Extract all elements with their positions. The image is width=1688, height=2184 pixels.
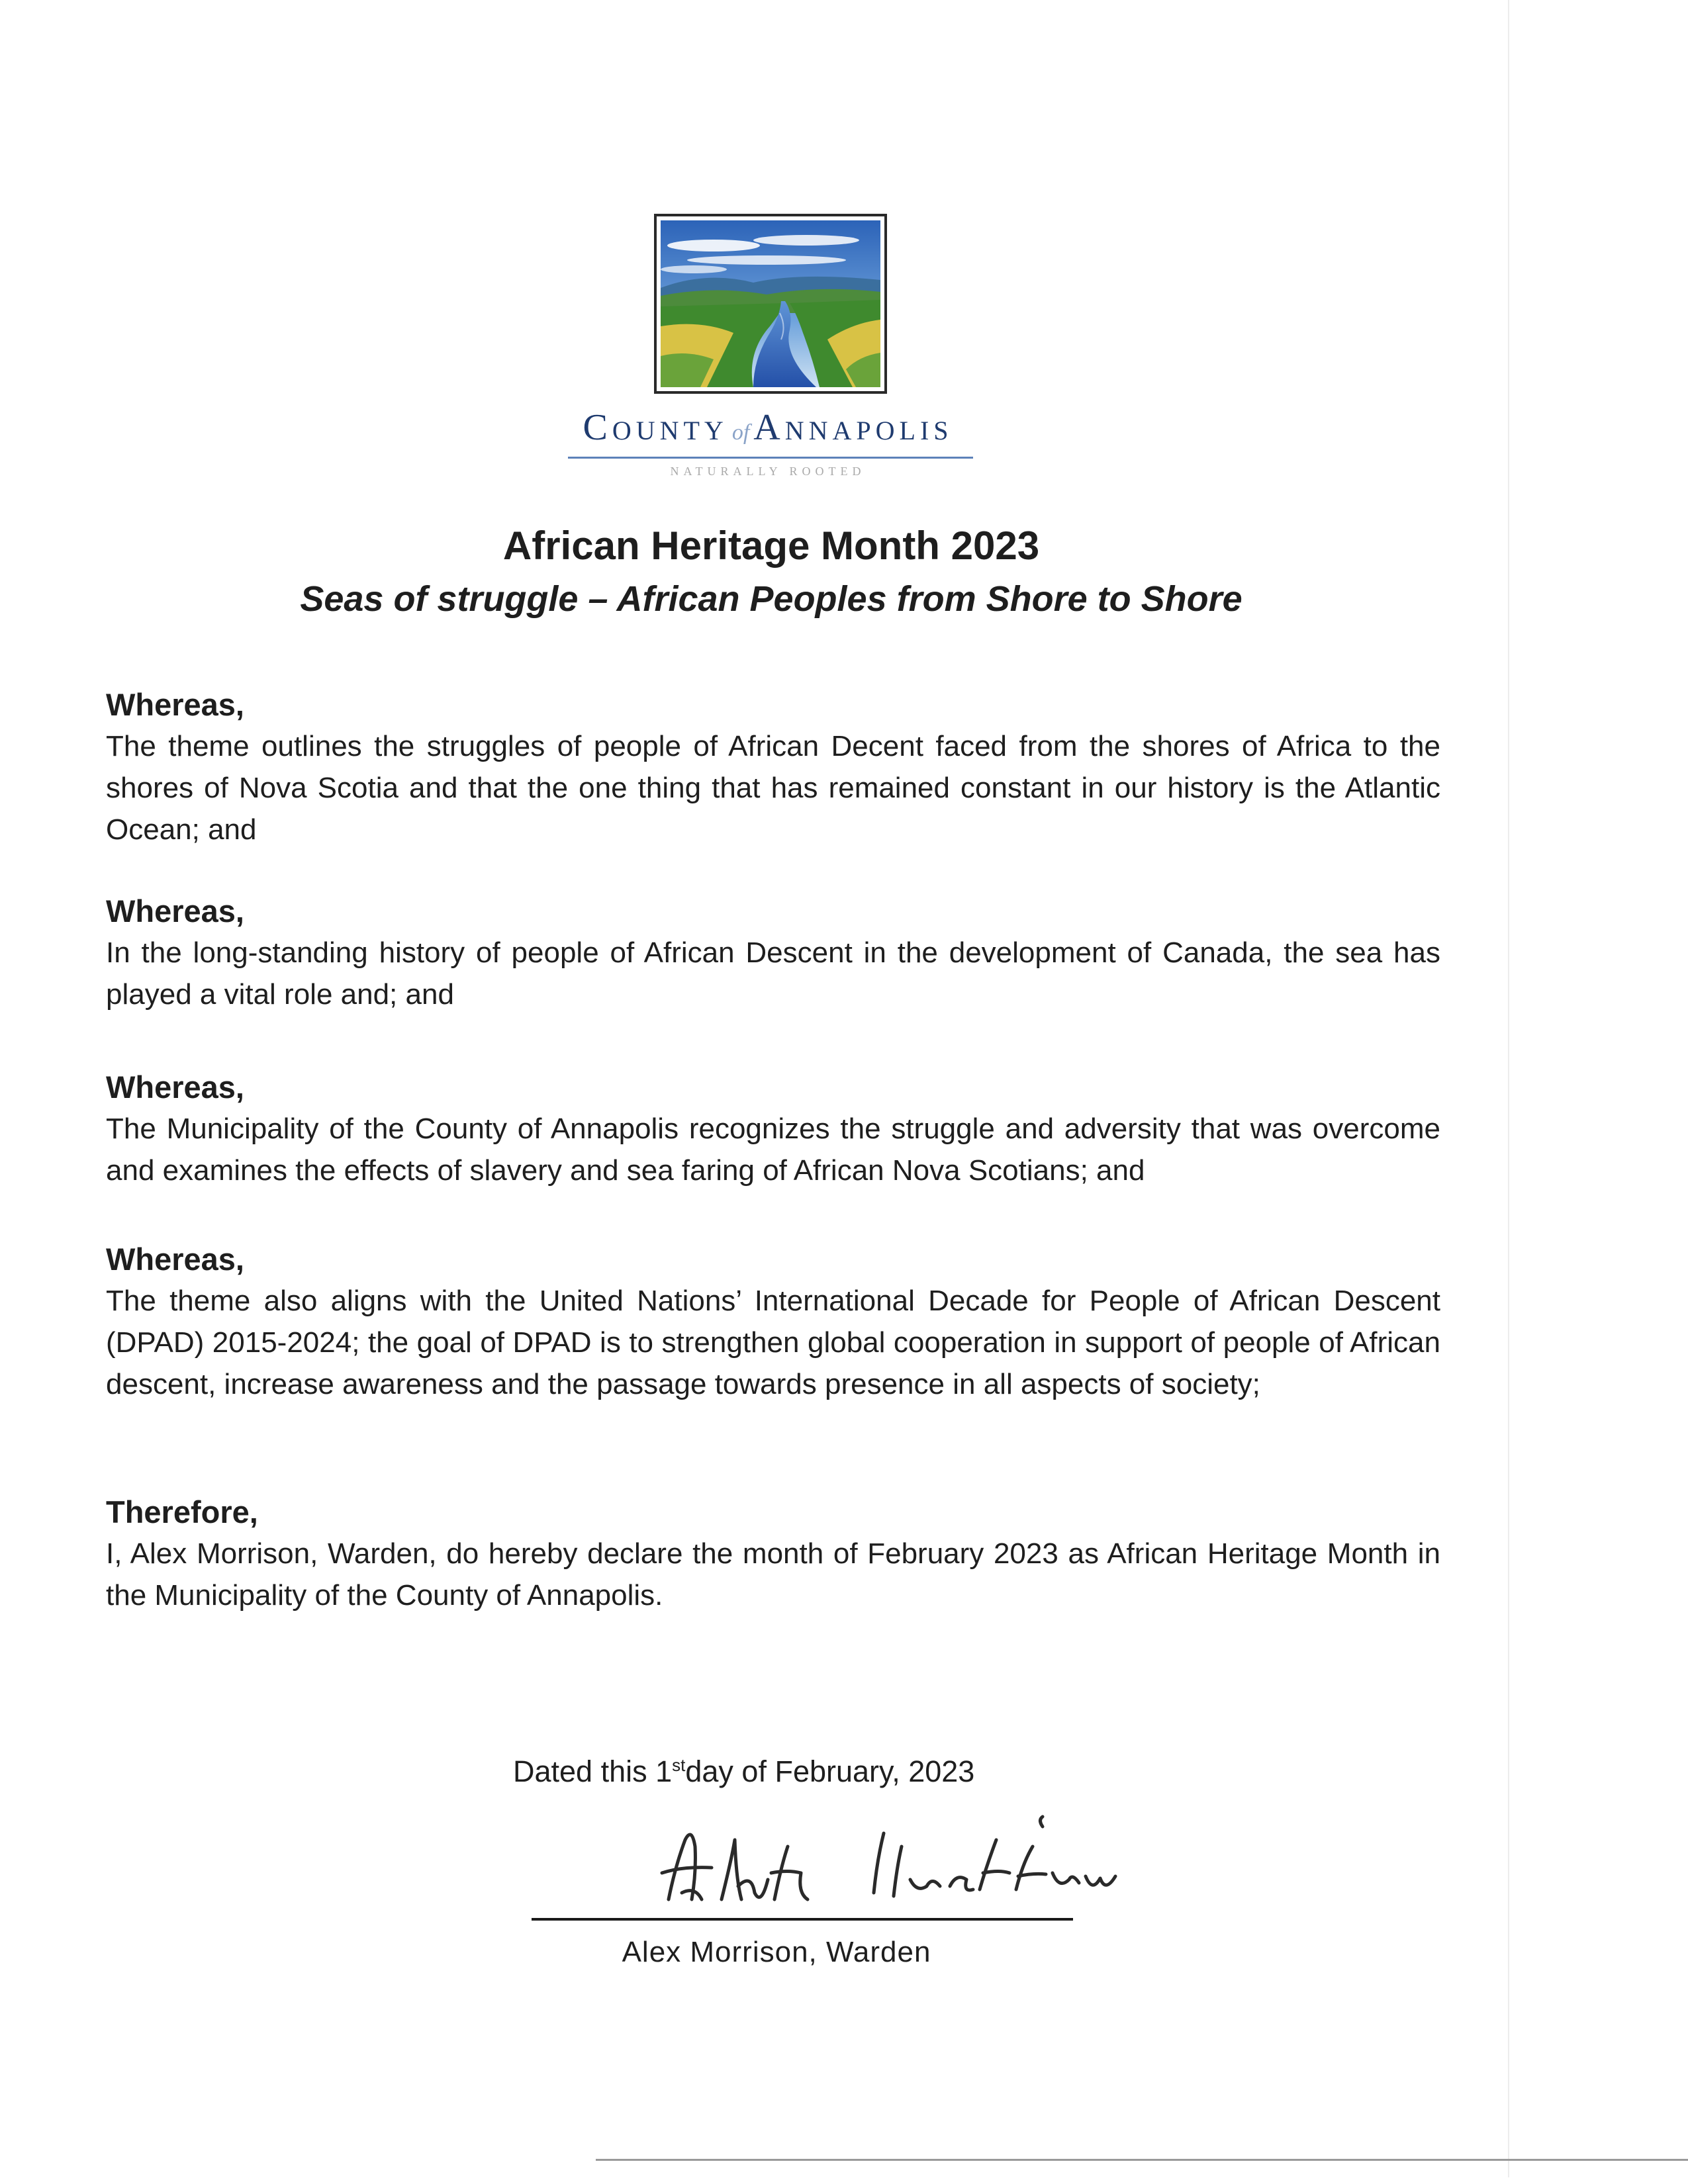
signature-line [532, 1918, 1073, 1921]
brand-of: of [731, 420, 750, 445]
section-heading: Whereas, [106, 893, 244, 929]
whereas-section-1 [106, 684, 1440, 850]
dated-line [513, 1752, 1109, 1792]
therefore-section [106, 1492, 1440, 1616]
scan-bottom-edge [596, 2159, 1688, 2161]
signature-caption: Alex Morrison, Warden [622, 1936, 931, 1968]
section-text: I, Alex Morrison, Warden, do hereby declare the month of February 2023 as African Heritage Month in the Municipality of the County of Annapolis. [106, 1537, 1440, 1612]
brand-initial-a: A [753, 407, 785, 448]
dated-ordinal: st [672, 1755, 686, 1775]
document-subtitle: Seas of struggle – African Peoples from Shore to Shore [300, 579, 1243, 619]
brand-word-county: OUNTY [612, 416, 728, 445]
whereas-section-2 [106, 891, 1440, 1015]
section-heading: Whereas, [106, 687, 244, 722]
document-title: African Heritage Month 2023 [502, 523, 1040, 568]
whereas-section-4 [106, 1239, 1440, 1405]
brand-underline [568, 457, 973, 459]
brand-tagline: NATURALLY ROOTED [670, 465, 866, 478]
section-text: In the long-standing history of people of African Descent in the development of Canada, the sea has played a vital role and; and [106, 936, 1440, 1011]
section-text: The theme outlines the struggles of people of African Decent faced from the shores of Africa to the shores of Nova Scotia and that the one thing that has remained constant in our history is the Atlantic Ocean; and [106, 730, 1440, 846]
dated-suffix: day of February, 2023 [685, 1754, 975, 1788]
section-heading: Whereas, [106, 1242, 244, 1277]
dated-prefix: Dated this 1 [513, 1754, 673, 1788]
handwritten-signature [655, 1800, 1178, 1933]
section-text: The Municipality of the County of Annapolis recognizes the struggle and adversity that was overcome and examines the effects of slavery and sea faring of African Nova Scotians; and [106, 1113, 1440, 1187]
section-heading: Whereas, [106, 1069, 244, 1105]
section-text: The theme also aligns with the United Nations’ International Decade for People of African Descent (DPAD) 2015-2024; the goal of DPAD is to strengthen global cooperation in support of people of African descent, increase awareness and the passage towards presence in all aspects of society; [106, 1285, 1440, 1400]
scan-edge [1508, 0, 1509, 2177]
brand-wordmark [516, 406, 1019, 449]
landscape-river-icon [654, 214, 887, 394]
brand-word-annapolis: NNAPOLIS [784, 416, 953, 445]
section-heading: Therefore, [106, 1494, 258, 1529]
brand-initial-c: C [583, 407, 612, 448]
whereas-section-3 [106, 1067, 1440, 1191]
